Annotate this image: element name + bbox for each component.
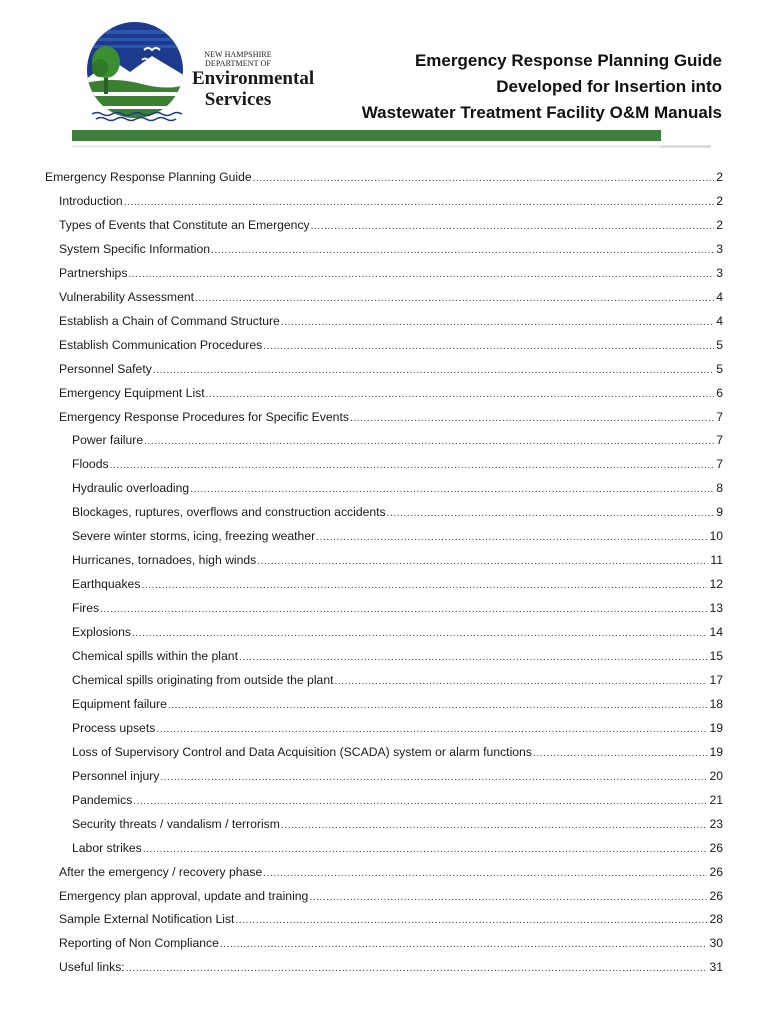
toc-entry[interactable] (59, 338, 723, 358)
toc-entry-label: Introduction (59, 193, 123, 208)
toc-entry-page: 26 (709, 840, 723, 855)
toc-entry-page: 26 (709, 888, 723, 903)
toc-entry[interactable] (59, 410, 723, 430)
toc-leader-dots (533, 748, 708, 759)
toc-entry[interactable] (59, 218, 723, 238)
toc-entry-page: 7 (716, 457, 723, 472)
toc-entry-label: Labor strikes (72, 840, 142, 855)
toc-entry[interactable] (72, 673, 723, 693)
toc-entry-label: System Specific Information (59, 241, 211, 256)
toc-entry[interactable] (59, 314, 723, 334)
toc-entry-page: 12 (709, 577, 723, 592)
toc-entry-label: Chemical spills originating from outside the plant (72, 672, 334, 687)
toc-entry-label: Partnerships (59, 265, 128, 280)
toc-entry-label: Types of Events that Constitute an Emergency (59, 217, 310, 232)
toc-leader-dots (156, 724, 707, 735)
toc-entry-label: Emergency Equipment List (59, 385, 205, 400)
toc-entry-page: 5 (716, 337, 723, 352)
logo-emblem-icon (82, 20, 192, 124)
toc-entry-page: 13 (709, 601, 723, 616)
toc-entry[interactable] (72, 553, 723, 573)
toc-entry-label: Establish Communication Procedures (59, 337, 263, 352)
title-line-3: Wastewater Treatment Facility O&M Manuals (361, 103, 722, 122)
toc-entry-label: Blockages, ruptures, overflows and construction accidents (72, 505, 386, 520)
toc-entry-page: 18 (709, 696, 723, 711)
header-rule (72, 130, 661, 141)
nhdes-logo (82, 20, 315, 124)
toc-entry-page: 26 (709, 864, 723, 879)
toc-leader-dots (334, 676, 707, 687)
toc-leader-dots (281, 317, 714, 328)
toc-leader-dots (281, 820, 708, 831)
toc-entry[interactable] (59, 194, 723, 214)
toc-entry-page: 6 (716, 385, 723, 400)
toc-leader-dots (153, 365, 714, 376)
toc-leader-dots (126, 963, 708, 974)
toc-leader-dots (350, 413, 714, 424)
toc-leader-dots (143, 844, 708, 855)
toc-entry-label: Reporting of Non Compliance (59, 936, 219, 951)
toc-leader-dots (144, 436, 714, 447)
toc-entry-page: 9 (716, 505, 723, 520)
logo-line-2: DEPARTMENT OF (205, 59, 271, 68)
toc-leader-dots (133, 796, 707, 807)
title-line-2: Developed for Insertion into (496, 77, 722, 96)
toc-entry-page: 17 (709, 672, 723, 687)
toc-leader-dots (110, 460, 715, 471)
toc-entry[interactable] (72, 505, 723, 525)
toc-entry-label: Useful links: (59, 960, 125, 975)
toc-entry[interactable] (59, 290, 723, 310)
toc-entry-page: 2 (716, 217, 723, 232)
toc-leader-dots (311, 221, 715, 232)
toc-entry[interactable] (59, 889, 723, 909)
toc-entry[interactable] (72, 577, 723, 597)
toc-entry-label: Security threats / vandalism / terrorism (72, 816, 280, 831)
toc-leader-dots (309, 892, 707, 903)
toc-entry-page: 19 (709, 744, 723, 759)
toc-entry-label: Emergency plan approval, update and training (59, 888, 309, 903)
toc-entry[interactable] (72, 433, 723, 453)
toc-leader-dots (316, 532, 707, 543)
toc-entry-label: Earthquakes (72, 577, 141, 592)
header-rule-tail (661, 145, 711, 148)
toc-entry-page: 21 (709, 792, 723, 807)
toc-leader-dots (211, 245, 714, 256)
logo-line-3: Environmental (192, 68, 315, 89)
toc-entry-page: 19 (709, 720, 723, 735)
toc-entry[interactable] (59, 242, 723, 262)
toc-entry[interactable] (72, 841, 723, 861)
toc-leader-dots (195, 293, 714, 304)
toc-entry[interactable] (59, 960, 723, 980)
toc-leader-dots (387, 508, 715, 519)
toc-entry-label: Floods (72, 457, 109, 472)
toc-entry-page: 7 (716, 409, 723, 424)
toc-entry[interactable] (72, 457, 723, 477)
toc-entry-label: Emergency Response Procedures for Specific Events (59, 409, 349, 424)
toc-leader-dots (128, 269, 714, 280)
toc-entry-label: Equipment failure (72, 696, 167, 711)
toc-entry-label: Hurricanes, tornadoes, high winds (72, 553, 257, 568)
toc-entry-page: 15 (709, 649, 723, 663)
header-rule-shadow (72, 145, 661, 148)
toc-entry[interactable] (59, 936, 723, 956)
document-title (362, 48, 722, 126)
toc-entry-page: 4 (716, 289, 723, 304)
toc-entry[interactable] (72, 769, 723, 789)
toc-entry-label: Vulnerability Assessment (59, 289, 195, 304)
toc-entry[interactable] (59, 386, 723, 406)
toc-leader-dots (253, 173, 715, 184)
toc-entry-label: Emergency Response Planning Guide (45, 170, 252, 184)
toc-entry[interactable] (59, 865, 723, 885)
toc-entry-page: 2 (716, 193, 723, 208)
toc-entry-label: Hydraulic overloading (72, 481, 190, 496)
toc-entry[interactable] (72, 745, 723, 765)
toc-entry[interactable] (59, 912, 723, 932)
toc-entry-page: 8 (716, 481, 723, 496)
toc-entry-page: 3 (716, 241, 723, 256)
toc-entry[interactable] (72, 529, 723, 549)
toc-entry-label: Loss of Supervisory Control and Data Acquisition (SCADA) system or alarm functions (72, 744, 532, 759)
toc-entry-label: Sample External Notification List (59, 912, 235, 927)
toc-entry-page: 28 (709, 912, 723, 927)
toc-entry[interactable] (72, 649, 723, 669)
toc-entry[interactable] (72, 697, 723, 717)
toc-entry-label: After the emergency / recovery phase (59, 864, 263, 879)
logo-line-4: Services (204, 89, 272, 110)
toc-entry-page: 10 (709, 529, 723, 544)
toc-entry-label: Establish a Chain of Command Structure (59, 313, 280, 328)
toc-entry-label: Pandemics (72, 792, 133, 807)
toc-entry-label: Severe winter storms, icing, freezing weather (72, 529, 316, 544)
toc-leader-dots (239, 652, 707, 663)
toc-entry-page: 30 (709, 936, 723, 951)
toc-entry-page: 14 (709, 625, 723, 640)
toc-entry[interactable] (45, 170, 723, 190)
toc-entry[interactable] (72, 601, 723, 621)
toc-leader-dots (206, 389, 715, 400)
toc-entry[interactable] (72, 721, 723, 741)
toc-entry-page: 11 (710, 553, 723, 568)
toc-entry-label: Process upsets (72, 720, 156, 735)
toc-entry-page: 7 (716, 433, 723, 448)
toc-entry-page: 23 (709, 816, 723, 831)
toc-entry-label: Personnel injury (72, 768, 160, 783)
toc-leader-dots (190, 484, 714, 495)
toc-entry-label: Personnel Safety (59, 361, 152, 376)
toc-entry-label: Power failure (72, 433, 144, 448)
toc-leader-dots (100, 604, 707, 615)
toc-entry[interactable] (72, 793, 723, 813)
toc-entry-label: Chemical spills within the plant (72, 649, 238, 663)
toc-entry[interactable] (72, 817, 723, 837)
toc-entry[interactable] (72, 625, 723, 645)
toc-leader-dots (132, 628, 707, 639)
toc-leader-dots (160, 772, 707, 783)
toc-entry[interactable] (59, 266, 723, 286)
toc-entry-label: Fires (72, 601, 100, 616)
title-line-1: Emergency Response Planning Guide (414, 51, 722, 70)
toc-leader-dots (124, 197, 715, 208)
toc-leader-dots (257, 556, 708, 567)
toc-entry-page: 20 (709, 768, 723, 783)
toc-leader-dots (263, 341, 714, 352)
logo-line-1: NEW HAMPSHIRE (204, 50, 272, 59)
toc-leader-dots (220, 939, 708, 950)
logo-wordmark (192, 50, 315, 110)
toc-leader-dots (168, 700, 708, 711)
toc-entry[interactable] (72, 481, 723, 501)
toc-entry-page: 2 (716, 170, 723, 184)
toc-entry-page: 5 (716, 361, 723, 376)
toc-entry-page: 4 (716, 313, 723, 328)
toc-entry-page: 3 (716, 265, 723, 280)
toc-leader-dots (263, 868, 707, 879)
toc-leader-dots (141, 580, 707, 591)
toc-entry-page: 31 (709, 960, 723, 975)
toc-leader-dots (235, 915, 707, 926)
toc-entry-label: Explosions (72, 625, 131, 640)
toc-entry[interactable] (59, 362, 723, 382)
